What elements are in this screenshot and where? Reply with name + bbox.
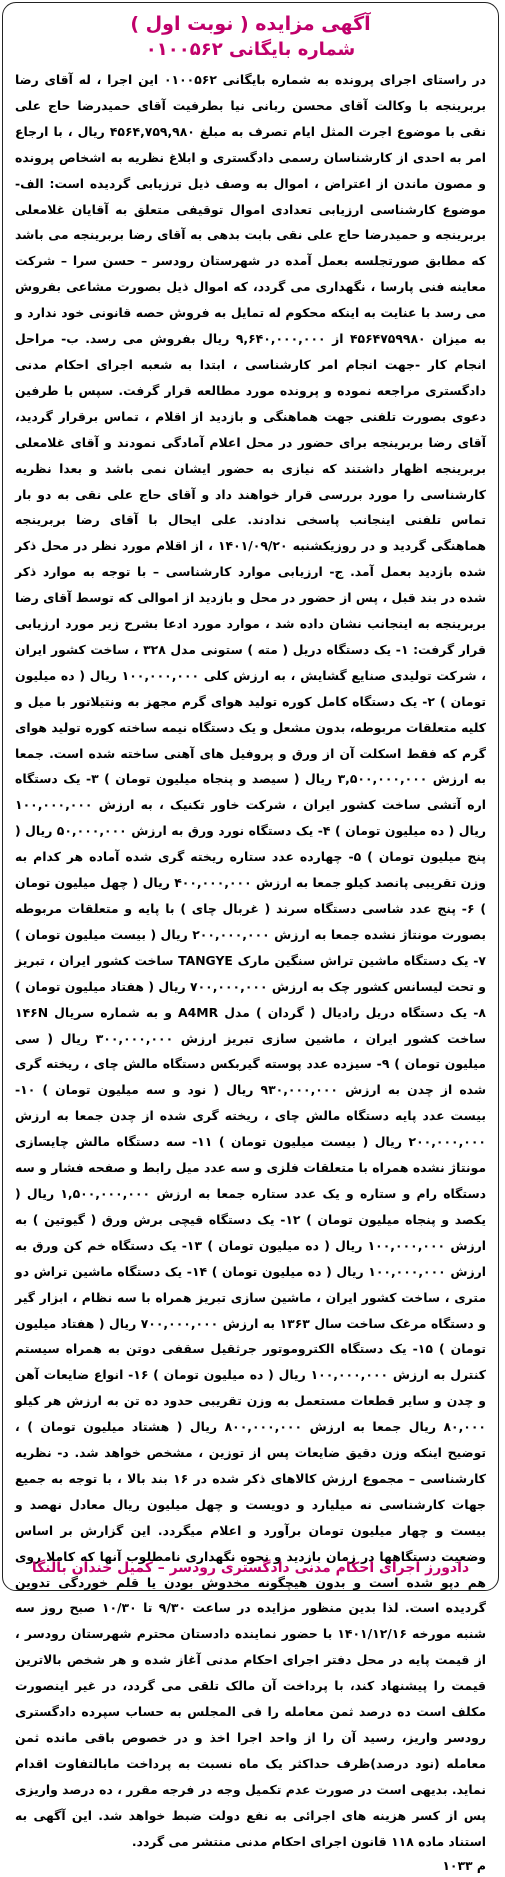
notice-frame [2,2,499,1873]
notice-code: م ۱۰۳۳ [442,1857,486,1873]
notice-header [3,11,498,63]
notice-body: در راستای اجرای پرونده به شماره بایگانی ۰۱۰۰۵۶۲ این اجرا ، له آقای رضا بربرینجه با وکالت آقای محسن ربانی نیا بطرفیت آقای حمیدرضا حاج علی نقی با موضوع اجرت المثل ایام تصرف به مبلغ ۴۵۶۴,۷۵۹,۹۸۰ ریال ، با ارجاع امر به احدی از کارشناسان رسمی دادگستری و ابلاغ نظریه به اشخاص پرونده و مصون ماندن از اعتراض ، اموال به وصف ذیل ترزیابی گردیده است: الف- موضوع کارشناسی ارزیابی تعدادی اموال توقیفی متعلق به آقایان غلامعلی بربرینجه و حمیدرضا حاج علی نقی بابت بدهی به آقای رضا بربرینجه می باشد که مطابق صورتجلسه بعمل آمده در شهرستان رودسر – حسن سرا – شرکت معاینه فنی پارسا ، نگهداری می گردد، که اموال ذیل بصورت مشاعی بفروش می رسد با عنایت به اینکه محکوم له تمایل به فروش حصه قانونی خود ندارد و به میزان ۴۵۶۴۷۵۹۹۸۰ از ۹,۶۴۰,۰۰۰,۰۰۰ ریال بفروش می رسد. ب- مراحل انجام کار -جهت انجام امر کارشناسی ، ابتدا به شعبه اجرای احکام مدنی دادگستری مراجعه نموده و پرونده مورد مطالعه قرار گرفت. سپس با طرفین دعوی بصورت تلفنی جهت هماهنگی و بازدید از اقلام ، تماس برقرار گردید، آقای رضا بربرینجه برای حضور در محل اعلام آمادگی نمودند و آقای غلامعلی بربرینجه اظهار داشتند که نیازی به حضور ایشان نمی باشد و بعدا نظریه کارشناسی را مورد بررسی قرار خواهند داد و آقای حاج علی نقی به دو بار تماس تلفنی اینجانب پاسخی ندادند. علی ایحال با آقای رضا بربرینجه هماهنگی گردید و در روزیکشنبه ۱۴۰۱/۰۹/۲۰ ، از اقلام مورد نظر در محل ذکر شده بازدید بعمل آمد. ج- ارزیابی موارد کارشناسی – با توجه به موارد ذکر شده در بند قبل ، پس از حضور در محل و بازدید از اموالی که توسط آقای رضا بربرینجه به اینجانب نشان داده شد ، موارد مورد ادعا بشرح زیر مورد ارزیابی قرار گرفت: ۱- یک دستگاه دریل ( مته ) ستونی مدل ۳۲۸ ، ساخت کشور ایران ، شرکت تولیدی صنایع گشایش ، به ارزش کلی ۱۰۰,۰۰۰,۰۰۰ ریال ( ده میلیون تومان ) ۲- یک دستگاه کامل کوره تولید هوای گرم مجهز به ونتیلاتور با میل و کلیه متعلقات مربوطه، بدون مشعل و یک دستگاه نیمه ساخته کوره تولید هوای گرم که فقط اسکلت آن از ورق و پروفیل های آهنی ساخته شده است. جمعا به ارزش ۳,۵۰۰,۰۰۰,۰۰۰ ریال ( سیصد و پنجاه میلیون تومان ) ۳- یک دستگاه اره آتشی ساخت کشور ایران ، شرکت خاور تکنیک ، به ارزش ۱۰۰,۰۰۰,۰۰۰ ریال ( ده میلیون تومان ) ۴- یک دستگاه نورد ورق به ارزش ۵۰,۰۰۰,۰۰۰ ریال ( پنج میلیون تومان ) ۵- چهارده عدد ستاره ریخته گری شده آماده هر کدام به وزن تقریبی پانصد کیلو جمعا به ارزش ۴۰۰,۰۰۰,۰۰۰ ریال ( چهل میلیون تومان ) ۶- پنج عدد شاسی دستگاه سرند ( غربال چای ) با پایه و متعلقات مربوطه بصورت مونتاژ نشده جمعا به ارزش ۲۰۰,۰۰۰,۰۰۰ ریال ( بیست میلیون تومان ) ۷- یک دستگاه ماشین تراش سنگین مارک TANGYE ساخت کشور ایران ، تبریز و تحت لیسانس کشور چک به ارزش ۷۰۰,۰۰۰,۰۰۰ ریال ( هفتاد میلیون تومان ) ۸- یک دستگاه دریل رادیال ( گردان ) مدل A4MR و به شماره سریال ۱۴۶N ساخت کشور ایران ، ماشین سازی تبریز ارزش ۳۰۰,۰۰۰,۰۰۰ ریال ( سی میلیون تومان ) ۹- سیزده عدد پوسته گیربکس دستگاه مالش چای ، ریخته گری شده از چدن به ارزش ۹۳۰,۰۰۰,۰۰۰ ریال ( نود و سه میلیون تومان ) ۱۰- بیست عدد پایه دستگاه مالش چای ، ریخته گری شده از چدن جمعا به ارزش ۲۰۰,۰۰۰,۰۰۰ ریال ( بیست میلیون تومان ) ۱۱- سه دستگاه مالش چایسازی مونتاژ نشده همراه با متعلقات فلزی و سه عدد میل رابط و صفحه فشار و سه دستگاه رام و ستاره و یک عدد ستاره جمعا به ارزش ۱,۵۰۰,۰۰۰,۰۰۰ ریال ( یکصد و پنجاه میلیون تومان ) ۱۲- یک دستگاه قیچی برش ورق ( گیوتین ) به ارزش ۱۰۰,۰۰۰,۰۰۰ ریال ( ده میلیون تومان ) ۱۳- یک دستگاه خم کن ورق به ارزش ۱۰۰,۰۰۰,۰۰۰ ریال ( ده میلیون تومان ) ۱۴- یک دستگاه ماشین تراش دو متری ، ساخت کشور ایران ، ماشین سازی تبریز همراه با سه نظام ، ابزار گیر و دستگاه مرغک ساخت سال ۱۳۶۳ به ارزش ۷۰۰,۰۰۰,۰۰۰ ریال ( هفتاد میلیون تومان ) ۱۵- یک دستگاه الکتروموتور جرثقیل سقفی دوتن به همراه سیستم کنترل به ارزش ۱۰۰,۰۰۰,۰۰۰ ریال ( ده میلیون تومان ) ۱۶- انواع ضایعات آهن و چدن و سایر قطعات مستعمل به وزن تقریبی حدود ده تن به ارزش هر کیلو ۸۰,۰۰۰ ریال جمعا به ارزش ۸۰۰,۰۰۰,۰۰۰ ریال ( هشتاد میلیون تومان ) ، توضیح اینکه وزن دقیق ضایعات پس از توزین ، مشخص خواهد شد. د- نظریه کارشناسی – مجموع ارزش کالاهای ذکر شده در ۱۶ بند بالا ، با توجه به جمیع جهات کارشناسی نه میلیارد و دویست و چهل میلیون ریال معادل نهصد و بیست و چهار میلیون تومان برآورد و اعلام میگردد. این گزارش بر اساس وضعیت دستگاهها در زمان بازدید و نحوه نگهداری نامطلوب آنها که کاملا روی هم دپو شده است و بدون هیچگونه مخدوش بودن یا قلم خوردگی تدوین گردیده است. لذا بدین منظور مزایده در ساعت ۹/۳۰ تا ۱۰/۳۰ صبح روز سه شنبه مورخه ۱۴۰۱/۱۲/۱۶ با حضور نماینده دادستان محترم شهرستان رودسر ، از قیمت پایه در محل دفتر اجرای احکام مدنی آغاز شده و هر شخص بالاترین قیمت را پیشنهاد کند، با پرداخت آن مالک تلقی می گردد، در غیر اینصورت مکلف است ده درصد ثمن معامله را فی المجلس به حساب سپرده دادگستری رودسر واریز، رسید آن را از واحد اجرا اخذ و در خصوص باقی مانده ثمن معامله (نود درصد)ظرف حداکثر یک ماه نسبت به پرداخت مابالتفاوت اقدام نماید. بدیهی است در صورت عدم تکمیل وجه در فرجه مقرر ، ده درصد واریزی پس از کسر هزینه های اجرائی به نفع دولت ضبط خواهد شد. این آگهی به استناد ماده ۱۱۸ قانون اجرای احکام مدنی منتشر می گردد. [15,72,487,1849]
notice-title: آگهی مزایده ( نوبت اول ) [130,13,371,35]
notice-signature: دادورز اجرای احکام مدنی دادگستری رودسر – کمیل خندان بالنگا [31,1560,470,1576]
archive-number: شماره بایگانی ۰۱۰۰۵۶۲ [145,39,356,60]
